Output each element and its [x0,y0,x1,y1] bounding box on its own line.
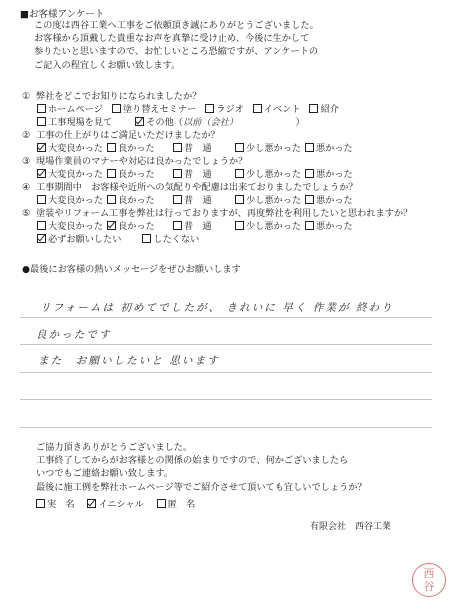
closing-line: 工事終了してからがお客様との関係の始まりですので、何かございましたら [36,455,349,467]
checkbox[interactable] [37,195,46,204]
checkbox[interactable] [235,169,244,178]
checkbox-checked[interactable] [37,169,46,178]
ruled-line [20,317,432,318]
scale-option[interactable]: 普 通 [173,192,235,206]
intro-line: ご記入の程宜しくお願い致します。 [34,59,181,71]
scale-option[interactable]: 普 通 [173,140,235,154]
handwritten-message-line: また お願いしたいと 思います [38,355,220,367]
q1-option[interactable]: 工事現場を見て [37,114,112,128]
question-4: ④ 工事期間中 お客様や近所への気配りや配慮は出来ておりましたでしょうか？ [22,182,358,193]
checkbox[interactable] [37,104,46,113]
checkbox-checked[interactable] [107,221,116,230]
checkbox-checked[interactable] [135,117,144,126]
checkbox[interactable] [205,104,214,113]
ruled-line [20,344,432,345]
checkbox[interactable] [235,221,244,230]
checkbox[interactable] [173,221,182,230]
checkbox[interactable] [107,195,116,204]
name-display-options [36,496,201,510]
scale-option[interactable]: 大変良かった [37,166,107,180]
revisit-option[interactable]: したくない [142,231,199,245]
checkbox[interactable] [157,499,166,508]
q1-options-row1 [37,101,345,115]
checkbox[interactable] [112,104,121,113]
checkbox[interactable] [309,104,318,113]
q5-options [37,218,365,232]
company-name: 有限会社 西谷工業 [310,522,392,532]
q1-option-other[interactable]: その他（以前（会社） ） [135,114,304,128]
q3-options [37,166,365,180]
question-2: ② 工事の仕上がりはご満足いただけましたか？ [22,130,220,141]
q5-revisit-options [37,231,205,245]
name-option[interactable]: 匿 名 [157,496,196,510]
question-text: 弊社をどこでお知りになられましたか？ [36,91,202,102]
checkbox[interactable] [235,195,244,204]
question-3: ③ 現場作業員のマナーや対応は良かったでしょうか？ [22,156,248,167]
checkbox[interactable] [235,143,244,152]
ruled-line [20,399,432,400]
scale-option[interactable]: 少し悪かった [235,166,305,180]
page-title: ■お客様アンケート [20,9,105,20]
scale-option[interactable]: 普 通 [173,166,235,180]
closing-paragraph [36,441,367,494]
scale-option[interactable]: 良かった [107,218,173,232]
checkbox[interactable] [107,143,116,152]
scale-option[interactable]: 良かった [107,192,173,206]
q1-option[interactable]: ホームページ [37,101,103,115]
checkbox[interactable] [305,195,314,204]
question-5: ⑤ 塗装やリフォーム工事を弊社は行っておりますが、再度弊社を利用したいと思われますか？ [22,208,413,219]
name-option[interactable]: 実 名 [36,496,75,510]
ruled-line [20,372,432,373]
name-option[interactable]: イニシャル [87,496,143,510]
checkbox-checked[interactable] [37,143,46,152]
intro-paragraph [34,19,319,72]
handwritten-other-note: 以前（会社） [182,117,234,128]
question-1 [22,88,201,102]
scale-option[interactable]: 悪かった [305,218,365,232]
checkbox[interactable] [37,221,46,230]
checkbox[interactable] [305,169,314,178]
closing-line: ご協力頂きありがとうございました。 [36,442,193,453]
checkbox[interactable] [142,234,151,243]
handwritten-message-line: リフォームは 初めてでしたが、 きれいに 早く 作業が 終わり [40,302,394,314]
q1-option[interactable]: イベント [253,101,301,115]
question-number: ① [22,91,31,102]
checkbox[interactable] [37,117,46,126]
scale-option[interactable]: 悪かった [305,192,365,206]
closing-line: 最後に施工例を弊社ホームページ等でご紹介させて頂いても宜しいでしょうか？ [36,481,367,493]
scale-option[interactable]: 少し悪かった [235,218,305,232]
checkbox[interactable] [36,499,45,508]
q1-option[interactable]: 紹介 [309,101,338,115]
q4-options [37,192,365,206]
ruled-line [20,427,432,428]
checkbox[interactable] [253,104,262,113]
checkbox-checked[interactable] [87,499,96,508]
scale-option[interactable]: 良かった [107,140,173,154]
checkbox[interactable] [305,143,314,152]
scale-option[interactable]: 大変良かった [37,218,107,232]
intro-line: お客様から頂戴した貴重なお声を真摯に受け止め、今後に生かして [34,33,310,45]
checkbox[interactable] [305,221,314,230]
scale-option[interactable]: 少し悪かった [235,192,305,206]
scale-option[interactable]: 普 通 [173,218,235,232]
q1-options-row2 [37,114,311,128]
checkbox-checked[interactable] [37,234,46,243]
q2-options [37,140,365,154]
checkbox[interactable] [107,169,116,178]
company-seal-stamp: 西 谷 [412,563,446,597]
scale-option[interactable]: 悪かった [305,140,365,154]
checkbox[interactable] [173,169,182,178]
intro-line: 参りたいと思いますので、お忙しいところ恐縮ですが、アンケートの [34,46,319,58]
revisit-option[interactable]: 必ずお願いしたい [37,231,122,245]
scale-option[interactable]: 悪かった [305,166,365,180]
scale-option[interactable]: 大変良かった [37,140,107,154]
handwritten-message-line: 良かったです [36,329,112,341]
q1-option[interactable]: 塗り替えセミナー [112,101,197,115]
scale-option[interactable]: 大変良かった [37,192,107,206]
message-title: ●最後にお客様の熱いメッセージをぜひお願いします [22,264,241,275]
scale-option[interactable]: 良かった [107,166,173,180]
scale-option[interactable]: 少し悪かった [235,140,305,154]
checkbox[interactable] [173,143,182,152]
intro-line: この度は西谷工業へ工事をご依頼頂き誠にありがとうございました。 [34,20,319,31]
q1-option[interactable]: ラジオ [205,101,244,115]
checkbox[interactable] [173,195,182,204]
closing-line: いつでもご連絡お願い致します。 [36,468,174,480]
